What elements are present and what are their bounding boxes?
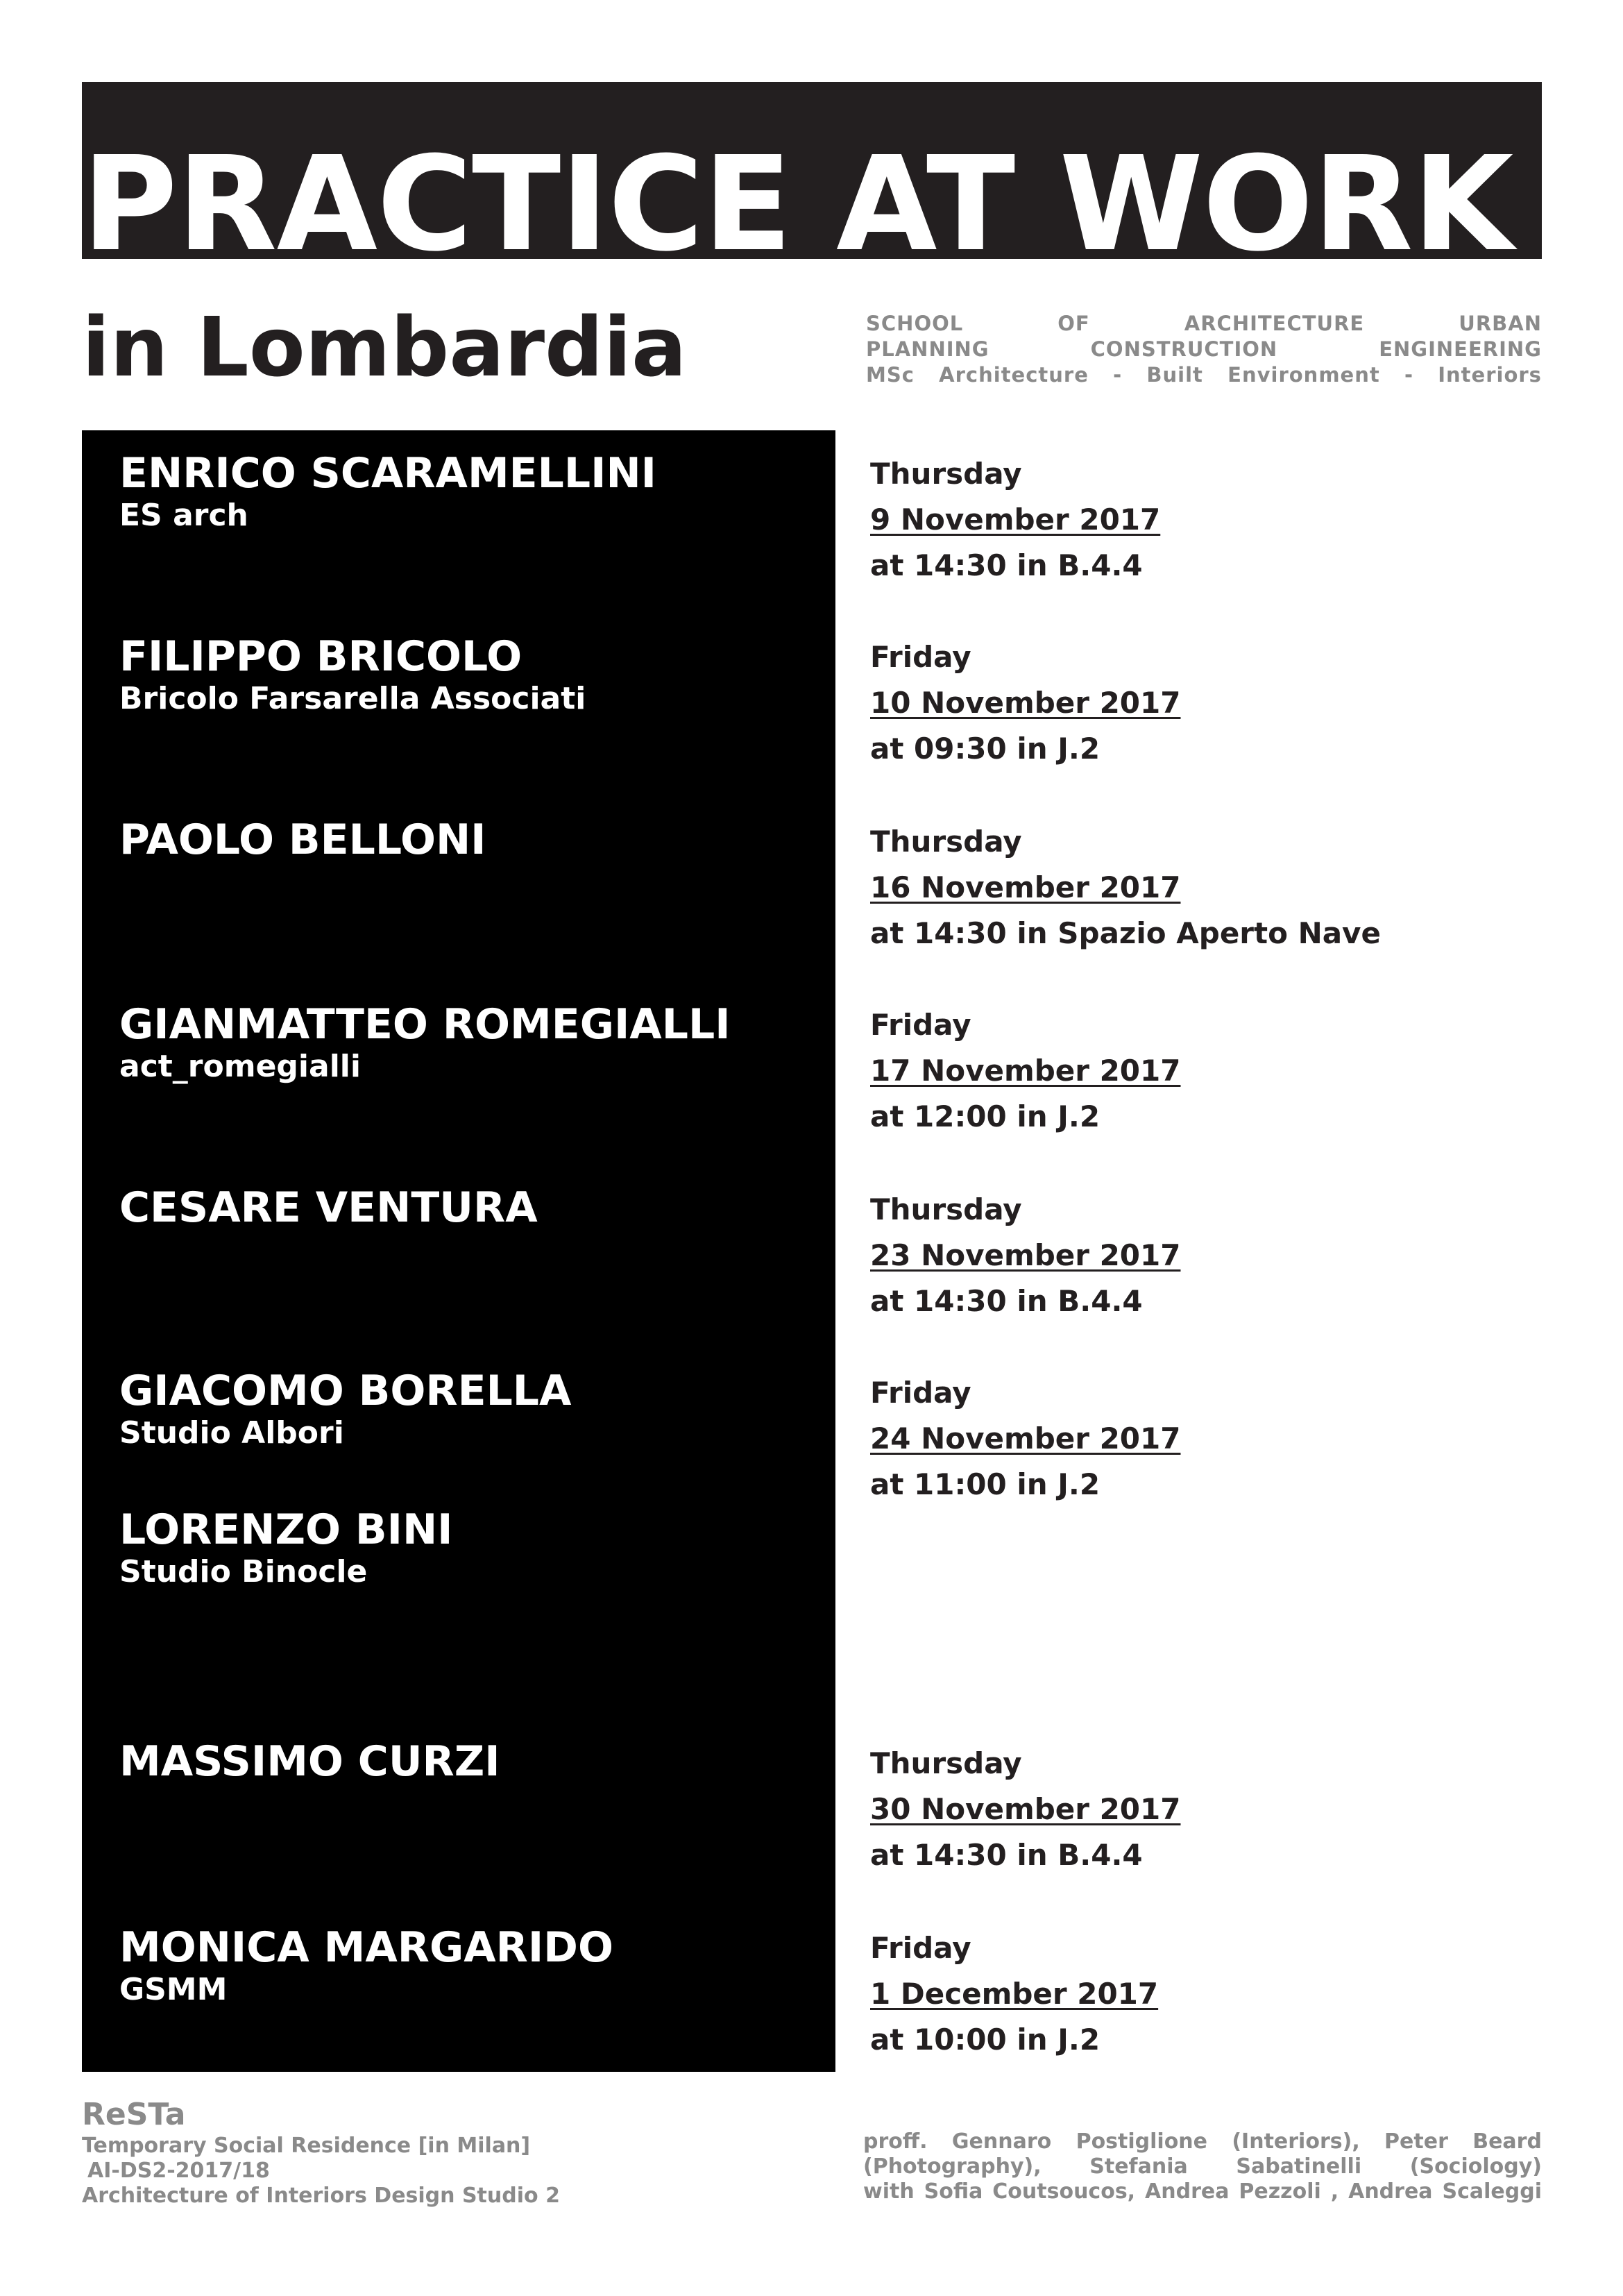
event-date: 16 November 2017: [870, 870, 1181, 904]
speaker-name: MASSIMO CURZI: [119, 1737, 500, 1786]
credit-word: Coutsoucos,: [992, 2179, 1136, 2204]
event-day: Friday: [870, 1376, 971, 1410]
course-line: Architecture of Interiors Design Studio 2: [82, 2184, 560, 2208]
speaker-firm: act_romegialli: [119, 1049, 361, 1084]
credit-word: Andrea: [1348, 2179, 1433, 2204]
event-time-room: at 12:00 in J.2: [870, 1099, 1101, 1133]
event-time-room: at 14:30 in B.4.4: [870, 548, 1143, 582]
speaker-name: LORENZO BINI: [119, 1505, 453, 1554]
credit-word: proff.: [863, 2129, 928, 2154]
credit-word: Stefania: [1089, 2154, 1188, 2179]
school-word: ENGINEERING: [1379, 337, 1542, 361]
speaker-name: GIANMATTEO ROMEGIALLI: [119, 1000, 731, 1049]
speaker-entry: [119, 1924, 613, 2009]
school-line-3: [866, 362, 1542, 388]
event-entry: [870, 634, 1180, 772]
event-day: Friday: [870, 1931, 971, 1965]
speaker-entry: [119, 633, 586, 718]
event-day: Friday: [870, 640, 971, 674]
speaker-name: ENRICO SCARAMELLINI: [119, 449, 656, 498]
speaker-name: GIACOMO BORELLA: [119, 1367, 572, 1415]
event-day: Thursday: [870, 1746, 1022, 1780]
credit-word: Sofia: [924, 2179, 983, 2204]
credit-word: Scaleggi: [1442, 2179, 1542, 2204]
school-word: MSc: [866, 363, 915, 387]
event-entry: [870, 1741, 1180, 1878]
speaker-firm: ES arch: [119, 498, 248, 533]
event-day: Thursday: [870, 825, 1022, 859]
school-word: ARCHITECTURE: [1184, 312, 1365, 335]
event-entry: [870, 1925, 1158, 2063]
speaker-entry: [119, 1001, 731, 1086]
event-entry: [870, 1370, 1180, 1508]
course-info: [82, 2096, 560, 2209]
event-time-room: at 10:00 in J.2: [870, 2023, 1101, 2057]
school-info: [866, 311, 1542, 388]
event-day: Thursday: [870, 1192, 1022, 1226]
speaker-entry: [119, 1738, 500, 1785]
event-entry: [870, 1002, 1180, 1140]
school-word: Environment: [1227, 363, 1380, 387]
credit-word: (Sociology): [1409, 2154, 1542, 2179]
school-word: SCHOOL: [866, 312, 964, 335]
credit-word: with: [863, 2179, 915, 2204]
school-word: -: [1404, 363, 1414, 387]
speaker-name: CESARE VENTURA: [119, 1183, 538, 1232]
credit-word: Peter: [1384, 2129, 1448, 2154]
event-time-room: at 14:30 in B.4.4: [870, 1838, 1143, 1872]
credits-line-1: [863, 2129, 1542, 2154]
speaker-entry: [119, 450, 656, 534]
event-day: Thursday: [870, 457, 1022, 491]
speaker-entry: [119, 1367, 571, 1452]
school-line-1: [866, 311, 1542, 337]
speaker-entry: [119, 1506, 453, 1591]
credits-line-3: [863, 2179, 1542, 2204]
school-word: URBAN: [1459, 312, 1542, 335]
event-date: 30 November 2017: [870, 1792, 1181, 1826]
event-entry: [870, 1187, 1180, 1324]
event-time-room: at 14:30 in B.4.4: [870, 1284, 1143, 1318]
event-date: 17 November 2017: [870, 1054, 1181, 1088]
speaker-firm: Bricolo Farsarella Associati: [119, 681, 586, 716]
speaker-name: MONICA MARGARIDO: [119, 1923, 613, 1972]
speaker-entry: [119, 1184, 538, 1231]
school-line-2: [866, 337, 1542, 362]
credit-word: Sabatinelli: [1236, 2154, 1362, 2179]
credit-word: Gennaro: [951, 2129, 1052, 2154]
credit-word: ,: [1330, 2179, 1339, 2204]
event-date: 9 November 2017: [870, 503, 1161, 537]
school-word: Architecture: [939, 363, 1089, 387]
speaker-name: PAOLO BELLONI: [119, 816, 486, 864]
event-day: Friday: [870, 1008, 971, 1042]
course-name: ReSTa: [82, 2097, 186, 2132]
credit-word: (Interiors),: [1232, 2129, 1360, 2154]
event-date: 24 November 2017: [870, 1421, 1181, 1455]
credits-line-2: [863, 2154, 1542, 2179]
school-word: Interiors: [1438, 363, 1542, 387]
credits: [863, 2129, 1542, 2204]
school-word: OF: [1057, 312, 1090, 335]
credit-word: (Photography),: [863, 2154, 1042, 2179]
poster-title: PRACTICE AT WORK: [82, 135, 1513, 274]
event-date: 10 November 2017: [870, 686, 1181, 720]
speaker-name: FILIPPO BRICOLO: [119, 632, 522, 681]
credit-word: Beard: [1472, 2129, 1542, 2154]
speaker-firm: GSMM: [119, 1972, 228, 2007]
event-date: 23 November 2017: [870, 1238, 1181, 1272]
speaker-entry: [119, 816, 486, 863]
event-time-room: at 11:00 in J.2: [870, 1467, 1101, 1501]
credit-word: Postiglione: [1076, 2129, 1208, 2154]
credit-word: Andrea: [1145, 2179, 1230, 2204]
course-code: AI-DS2-2017/18: [87, 2159, 270, 2183]
school-word: Built: [1146, 363, 1203, 387]
event-time-room: at 14:30 in Spazio Aperto Nave: [870, 916, 1381, 950]
speaker-firm: Studio Albori: [119, 1415, 344, 1451]
school-word: PLANNING: [866, 337, 989, 361]
speaker-firm: Studio Binocle: [119, 1554, 368, 1589]
school-word: -: [1113, 363, 1123, 387]
event-entry: [870, 451, 1160, 589]
event-date: 1 December 2017: [870, 1977, 1159, 2011]
poster-subtitle: in Lombardia: [82, 299, 687, 395]
credit-word: Pezzoli: [1239, 2179, 1321, 2204]
course-line: Temporary Social Residence [in Milan]: [82, 2134, 531, 2158]
event-time-room: at 09:30 in J.2: [870, 732, 1101, 766]
school-word: CONSTRUCTION: [1090, 337, 1278, 361]
event-entry: [870, 819, 1381, 956]
